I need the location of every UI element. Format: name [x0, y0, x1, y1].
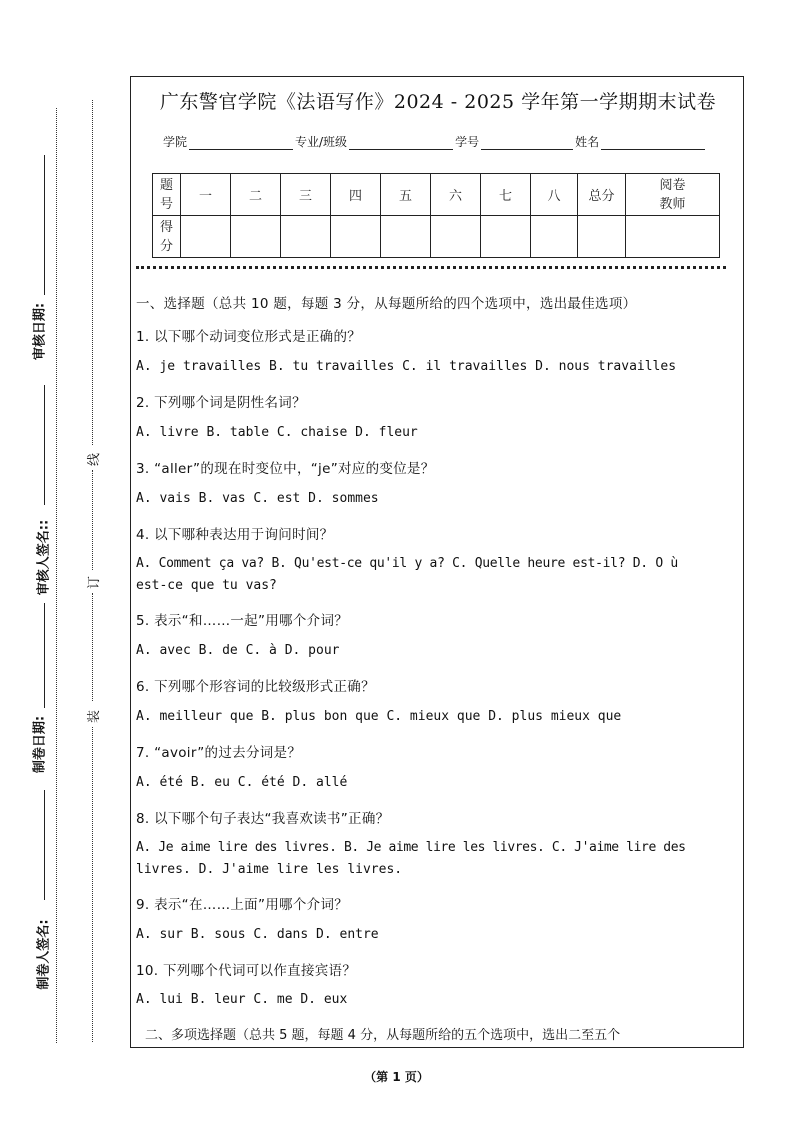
options-9: A. sur B. sous C. dans D. entre — [136, 927, 379, 942]
score-col-2: 二 — [231, 174, 281, 216]
score-col-6: 六 — [431, 174, 481, 216]
score-cell[interactable] — [281, 216, 331, 258]
cut-dotted-line-mid1 — [92, 470, 93, 570]
student-info-row — [163, 133, 707, 150]
question-4: 4. 以下哪种表达用于询问时间？ — [136, 527, 334, 543]
question-6: 6. 下列哪个形容词的比较级形式正确？ — [136, 679, 375, 695]
options-8: A. Je aime lire des livres. B. Je aime lire les livres. C. J'aime lire des — [136, 840, 686, 855]
review-date-line — [44, 155, 45, 295]
options-1: A. je travailles B. tu travailles C. il travailles D. nous travailles — [136, 359, 677, 374]
reviewer-signature-line — [44, 385, 45, 505]
score-cell[interactable] — [381, 216, 431, 258]
score-col-4: 四 — [331, 174, 381, 216]
score-col-1: 一 — [181, 174, 231, 216]
exam-frame — [130, 76, 744, 1048]
preparer-signature-label: 制卷人签名: — [36, 919, 52, 990]
question-1: 1. 以下哪个动词变位形式是正确的？ — [136, 329, 362, 345]
options-4: A. Comment ça va? B. Qu'est-ce qu'il y a? C. Quelle heure est-il? D. O ù — [136, 556, 678, 571]
major-class-field[interactable] — [349, 137, 453, 150]
question-2: 2. 下列哪个词是阴性名词？ — [136, 395, 306, 411]
question-9: 9. 表示“在……上面”用哪个介词？ — [136, 897, 349, 913]
prepare-date-label: 制卷日期: — [32, 715, 48, 774]
separator-dotted-line — [136, 266, 726, 269]
score-row-header: 得 分 — [153, 216, 181, 258]
score-cell[interactable] — [181, 216, 231, 258]
cut-dotted-line-bottom — [92, 727, 93, 1042]
options-7: A. été B. eu C. été D. allé — [136, 775, 348, 790]
student-id-label: 学号 — [455, 135, 480, 149]
score-col-7: 七 — [481, 174, 531, 216]
name-label: 姓名 — [575, 135, 600, 149]
prepare-date-line — [44, 603, 45, 708]
review-date-label: 审核日期: — [32, 302, 48, 361]
question-3: 3. “aller”的现在时变位中，“je”对应的变位是？ — [136, 461, 435, 477]
options-6: A. meilleur que B. plus bon que C. mieux que D. plus mieux que — [136, 709, 622, 724]
score-cell[interactable] — [481, 216, 531, 258]
question-10: 10. 下列哪个代词可以作直接宾语？ — [136, 963, 357, 979]
question-7: 7. “avoir”的过去分词是？ — [136, 745, 302, 761]
cut-dotted-line-top — [92, 100, 93, 445]
score-cell[interactable] — [431, 216, 481, 258]
score-cell[interactable] — [331, 216, 381, 258]
name-field[interactable] — [601, 137, 705, 150]
score-col-5: 五 — [381, 174, 431, 216]
student-id-field[interactable] — [481, 137, 573, 150]
sidebar-dotted-line-1 — [56, 108, 57, 1043]
options-5: A. avec B. de C. à D. pour — [136, 643, 340, 658]
major-class-label: 专业/班级 — [295, 135, 348, 149]
score-col-total: 总分 — [578, 174, 626, 216]
score-col-8: 八 — [531, 174, 578, 216]
options-8-cont: livres. D. J'aime lire les livres. — [136, 862, 403, 877]
reviewer-signature-label: 审核人签名:: — [36, 519, 52, 596]
options-2: A. livre B. table C. chaise D. fleur — [136, 425, 418, 440]
score-cell[interactable] — [231, 216, 281, 258]
score-col-3: 三 — [281, 174, 331, 216]
score-cell[interactable] — [578, 216, 626, 258]
section2-heading: 二、多项选择题（总共 5 题，每题 4 分，从每题所给的五个选项中，选出二至五个 — [145, 1028, 621, 1043]
college-label: 学院 — [163, 135, 188, 149]
score-cell[interactable] — [626, 216, 720, 258]
options-4-cont: est-ce que tu vas? — [136, 578, 277, 593]
grader-header: 阅卷 教师 — [626, 174, 720, 216]
score-cell[interactable] — [531, 216, 578, 258]
section1-heading: 一、选择题（总共 10 题，每题 3 分，从每题所给的四个选项中，选出最佳选项） — [136, 296, 637, 312]
cut-dotted-line-mid2 — [92, 593, 93, 701]
question-number-header: 题 号 — [153, 174, 181, 216]
question-8: 8. 以下哪个句子表达“我喜欢读书”正确？ — [136, 811, 390, 827]
binding-label: 订 — [87, 575, 103, 590]
question-5: 5. 表示“和……一起”用哪个介词？ — [136, 613, 349, 629]
exam-title: 广东警官学院《法语写作》2024 - 2025 学年第一学期期末试卷 — [159, 91, 717, 113]
preparer-signature-line — [44, 790, 45, 900]
options-3: A. vais B. vas C. est D. sommes — [136, 491, 379, 506]
score-table — [152, 173, 720, 258]
page-number: （第 1 页） — [364, 1070, 429, 1084]
options-10: A. lui B. leur C. me D. eux — [136, 992, 348, 1007]
college-field[interactable] — [189, 137, 293, 150]
cut-line-label: 线 — [87, 452, 103, 467]
mount-label: 装 — [87, 709, 103, 724]
